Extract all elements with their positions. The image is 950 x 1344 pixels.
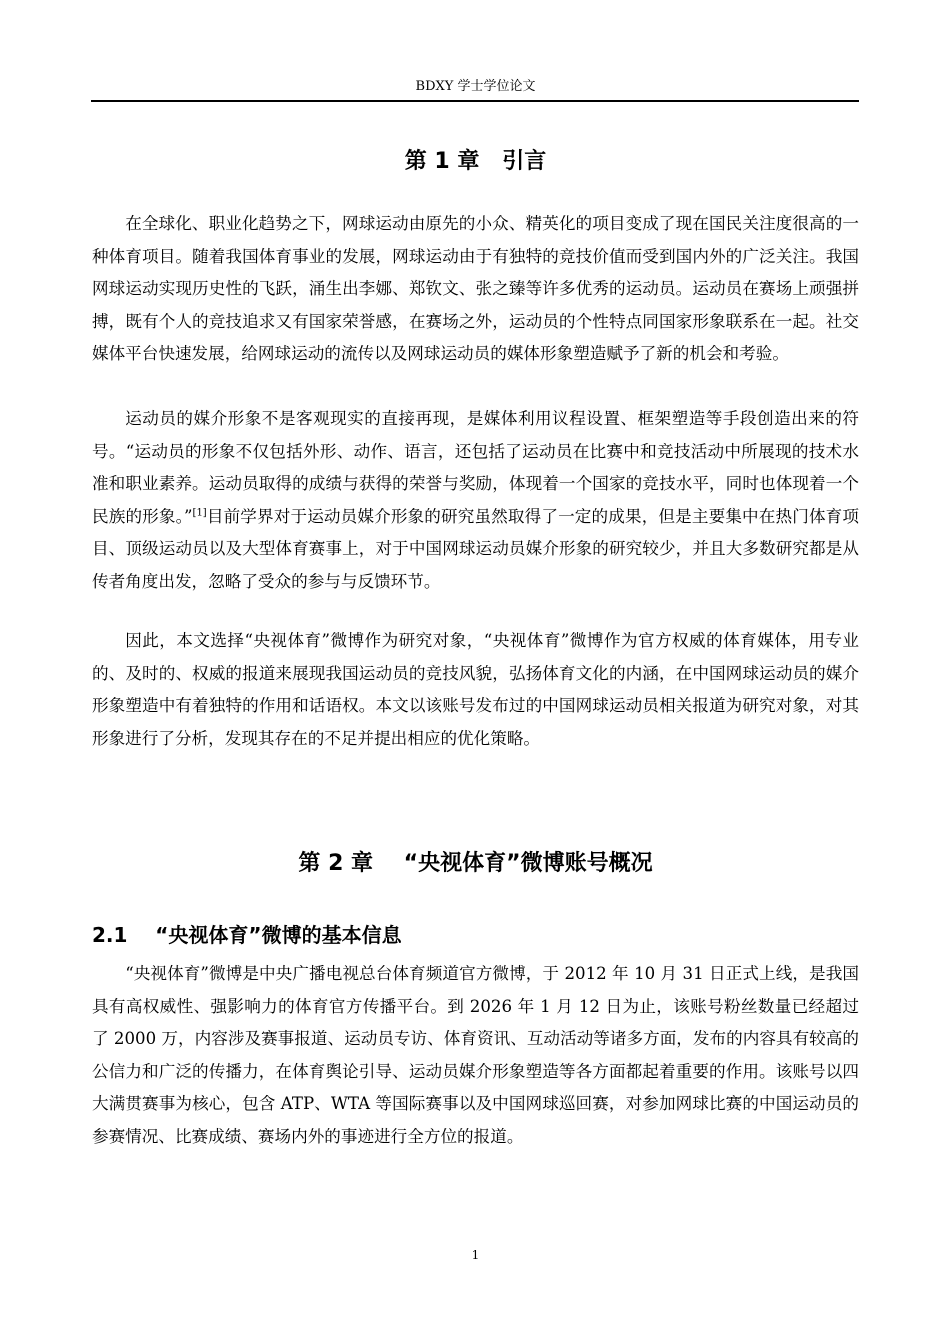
chapter-1-paragraph-2: [92, 403, 859, 598]
header-rule: [91, 100, 859, 102]
section-2-1-paragraph: “央视体育”微博是中央广播电视总台体育频道官方微博，于 2012 年 10 月 31 日正式上线，是我国具有高权威性、强影响力的体育官方传播平台。到 2026 年 1 月 12 日为止，该账号粉丝数量已经超过了 2000 万，内容涉及赛事报道、运动员专访、体育资讯、互动活动等诸多方面，发布的内容具有较高的公信力和广泛的传播力，在体育舆论引导、运动员媒介形象塑造等各方面都起着重要的作用。该账号以四大满贯赛事为核心，包含 ATP、WTA 等国际赛事以及中国网球巡回赛，对参加网球比赛的中国运动员的参赛情况、比赛成绩、赛场内外的事迹进行全方位的报道。: [92, 964, 859, 1146]
chapter-1-title: 第 1 章 引言: [404, 149, 547, 174]
paragraph-text: 目前学界对于运动员媒介形象的研究虽然取得了一定的成果，但是主要集中在热门体育项目、顶级运动员以及大型体育赛事上，对于中国网球运动员媒介形象的研究较少，并且大多数研究都是从传者角度出发，忽略了受众的参与与反馈环节。: [92, 506, 860, 591]
page-number: 1: [471, 1248, 480, 1262]
section-2-1-title: 2.1 “央视体育”微博的基本信息: [92, 923, 402, 947]
citation-marker: [1]: [192, 506, 207, 518]
chapter-2-title: 第 2 章 “央视体育”微博账号概况: [298, 851, 653, 876]
chapter-1-paragraph-3: 因此，本文选择“央视体育”微博作为研究对象，“央视体育”微博作为官方权威的体育媒体，用专业的、及时的、权威的报道来展现我国运动员的竞技风貌，弘扬体育文化的内涵，在中国网球运动员的媒介形象塑造中有着独特的作用和话语权。本文以该账号发布过的中国网球运动员相关报道为研究对象，对其形象进行了分析，发现其存在的不足并提出相应的优化策略。: [92, 631, 859, 748]
paragraph-text: 运动员的媒介形象不是客观现实的直接再现，是媒体利用议程设置、框架塑造等手段创造出来的符号。“运动员的形象不仅包括外形、动作、语言，还包括了运动员在比赛中和竞技活动中所展现的技术水准和职业素养。运动员取得的成绩与获得的荣誉与奖励，体现着一个国家的竞技水平，同时也体现着一个民族的形象。”: [92, 409, 859, 526]
running-header: BDXY 学士学位论文: [415, 79, 536, 94]
chapter-1-paragraph-1: 在全球化、职业化趋势之下，网球运动由原先的小众、精英化的项目变成了现在国民关注度很高的一种体育项目。随着我国体育事业的发展，网球运动由于有独特的竞技价值而受到国内外的广泛关注。我国网球运动实现历史性的飞跃，涌生出李娜、郑钦文、张之臻等许多优秀的运动员。运动员在赛场上顽强拼搏，既有个人的竞技追求又有国家荣誉感，在赛场之外，运动员的个性特点同国家形象联系在一起。社交媒体平台快速发展，给网球运动的流传以及网球运动员的媒体形象塑造赋予了新的机会和考验。: [92, 214, 859, 363]
